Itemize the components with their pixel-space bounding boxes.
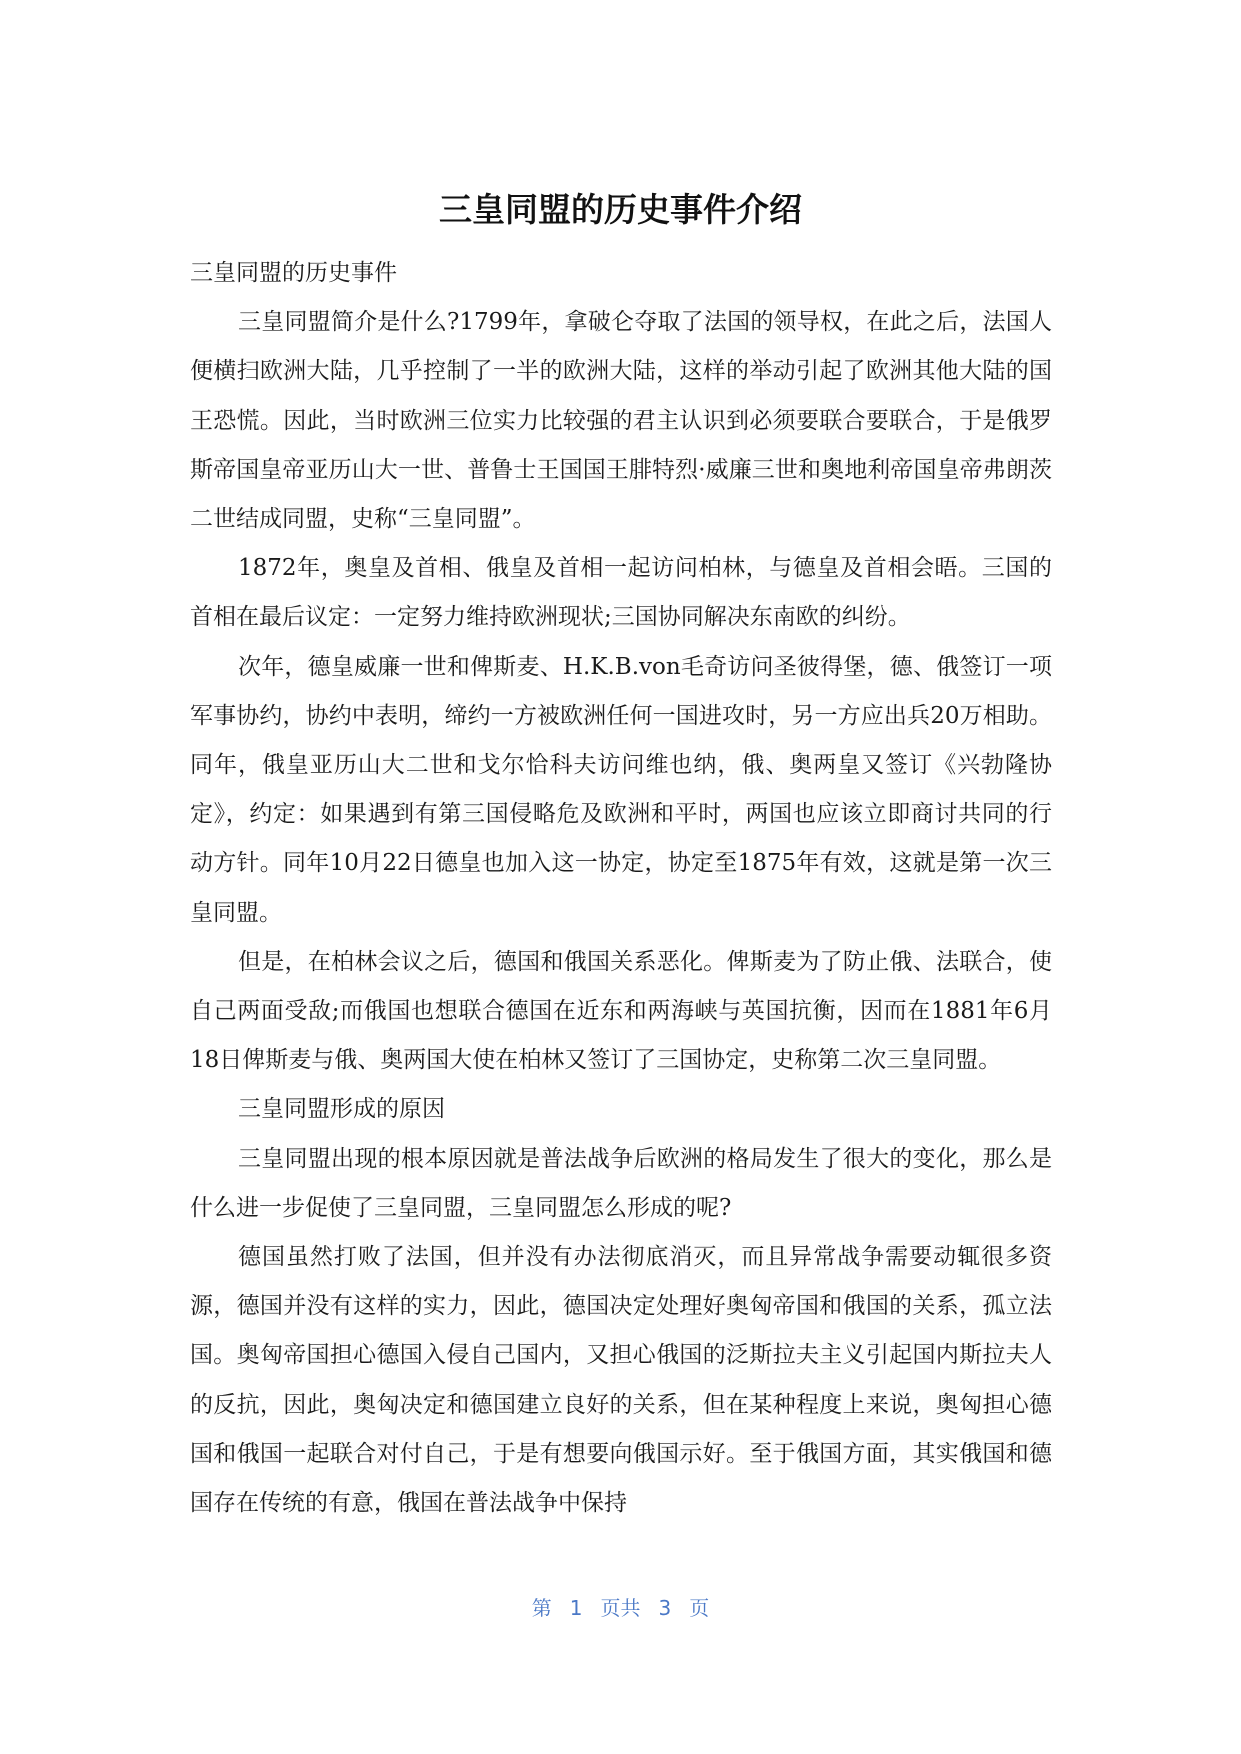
document-body [190,249,1052,1528]
page-label-mid: 页共 [600,1596,641,1620]
current-page-number: 1 [569,1596,583,1620]
page-number-footer [0,1594,1241,1622]
section-heading: 三皇同盟的历史事件 [190,260,397,286]
total-pages-number: 3 [658,1596,672,1620]
section-heading: 三皇同盟形成的原因 [238,1096,445,1123]
document-title: 三皇同盟的历史事件介绍 [439,190,802,229]
paragraph: 德国虽然打败了法国，但并没有办法彻底消灭，而且异常战争需要动辄很多资源，德国并没有这样的实力，因此，德国决定处理好奥匈帝国和俄国的关系，孤立法国。奥匈帝国担心德国入侵自己国内，又担心俄国的泛斯拉夫主义引起国内斯拉夫人的反抗，因此，奥匈决定和德国建立良好的关系，但在某种程度上来说，奥匈担心德国和俄国一起联合对付自己，于是有想要向俄国示好。至于俄国方面，其实俄国和德国存在传统的有意，俄国在普法战争中保持 [190,1244,1052,1517]
paragraph: 但是，在柏林会议之后，德国和俄国关系恶化。俾斯麦为了防止俄、法联合，使自己两面受敌;而俄国也想联合德国在近东和两海峡与英国抗衡，因而在1881年6月18日俾斯麦与俄、奥两国大使在柏林又签订了三国协定，史称第二次三皇同盟。 [190,948,1052,1074]
page-label-suffix: 页 [689,1596,710,1620]
paragraph: 三皇同盟出现的根本原因就是普法战争后欧洲的格局发生了很大的变化，那么是什么进一步促使了三皇同盟，三皇同盟怎么形成的呢? [190,1145,1052,1221]
paragraph: 次年，德皇威廉一世和俾斯麦、H.K.B.von毛奇访问圣彼得堡，德、俄签订一项军事协约，协约中表明，缔约一方被欧洲任何一国进攻时，另一方应出兵20万相助。同年，俄皇亚历山大二世和戈尔恰科夫访问维也纳，俄、奥两皇又签订《兴勃隆协定》，约定：如果遇到有第三国侵略危及欧洲和平时，两国也应该立即商讨共同的行动方针。同年10月22日德皇也加入这一协定，协定至1875年有效，这就是第一次三皇同盟。 [190,653,1052,926]
page-label-prefix: 第 [531,1596,552,1620]
paragraph: 1872年，奥皇及首相、俄皇及首相一起访问柏林，与德皇及首相会晤。三国的首相在最后议定：一定努力维持欧洲现状;三国协同解决东南欧的纠纷。 [190,555,1052,631]
paragraph: 三皇同盟简介是什么?1799年，拿破仑夺取了法国的领导权，在此之后，法国人便横扫欧洲大陆，几乎控制了一半的欧洲大陆，这样的举动引起了欧洲其他大陆的国王恐慌。因此，当时欧洲三位实力比较强的君主认识到必须要联合要联合，于是俄罗斯帝国皇帝亚历山大一世、普鲁士王国国王腓特烈·威廉三世和奥地利帝国皇帝弗朗茨二世结成同盟，史称“三皇同盟”。 [190,309,1052,533]
